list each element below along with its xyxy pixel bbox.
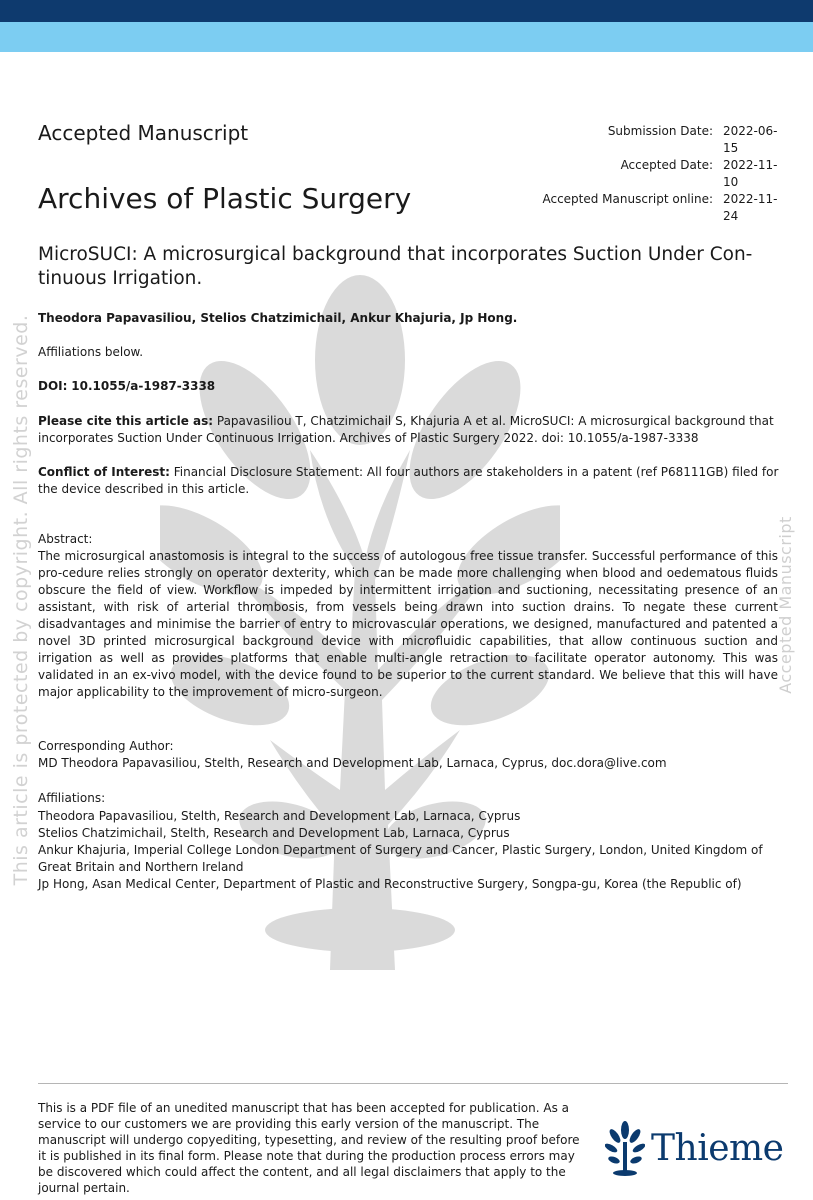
citation-label: Please cite this article as:	[38, 414, 214, 428]
conflict-text: Financial Disclosure Statement: All four authors are stakeholders in a patent (ref P68111GB) filed for the device described in this article.	[38, 465, 779, 496]
affiliations-heading: Affiliations:	[38, 791, 106, 805]
date-value: 2022-11-10	[723, 158, 778, 189]
doi-label: DOI:	[38, 379, 68, 393]
abstract-heading: Abstract:	[38, 532, 93, 546]
corresponding-text: MD Theodora Papavasiliou, Stelth, Research and Development Lab, Larnaca, Cyprus, doc.dora@live.com	[38, 756, 667, 770]
footer-note: This is a PDF file of an unedited manuscript that has been accepted for publication. As a service to our customers we are providing this early version of the manuscript. The manuscript will undergo copyediting, typesetting, and review of the resulting proof before it is published in its final form. Please note that during the production process errors may be discovered which could affect the content, and all legal disclaimers that apply to the journal pertain.	[38, 1101, 580, 1195]
side-accepted-text: Accepted Manuscript	[776, 516, 795, 694]
date-label: Accepted Manuscript online:	[542, 192, 713, 206]
affiliation-item: Jp Hong, Asan Medical Center, Department of Plastic and Reconstructive Surgery, Songpa-gu, Korea (the Republic of)	[38, 877, 742, 891]
article-title: MicroSUCI: A microsurgical background that incorporates Suction Under Con-tinuous Irrigation.	[38, 244, 753, 289]
corresponding-heading: Corresponding Author:	[38, 739, 174, 753]
side-copyright-text: This article is protected by copyright. All rights reserved.	[10, 314, 32, 886]
dates-block	[520, 123, 790, 225]
doi	[38, 379, 215, 393]
affiliation-item: Theodora Papavasiliou, Stelth, Research and Development Lab, Larnaca, Cyprus	[38, 809, 521, 823]
thieme-tree-icon	[605, 1120, 645, 1176]
conflict-of-interest	[38, 464, 783, 498]
affiliations-list	[38, 808, 788, 893]
abstract-text: The microsurgical anastomosis is integral to the success of autologous free tissue transfer. Successful performance of this pro-cedure relies strongly on operator dexterity, which can be made more challenging when blood and oedematous fluids obscure the field of view. Workflow is impeded by intermittent irrigation and suctioning, necessitating presence of an assistant, with risk of arterial thrombosis, from vessels being drawn into suction drains. To negate these current disadvantages and minimise the barrier of entry to microvascular operations, we designed, manufactured and patented a novel 3D printed microsurgical background device with microfluidic capabilities, that allow continuous suction and irrigation as well as provides platforms that enable multi-angle retraction to facilitate operator autonomy. This was validated in an ex-vivo model, with the device found to be superior to the current standard. We believe that this will have major applicability to the improvement of micro-surgeon.	[38, 549, 778, 699]
accepted-manuscript-label: Accepted Manuscript	[38, 121, 249, 145]
citation-text: Papavasiliou T, Chatzimichail S, Khajuria A et al. MicroSUCI: A microsurgical background that incorporates Suction Under Continuous Irrigation. Archives of Plastic Surgery 2022. doi: 10.1055/a-1987-3338	[38, 414, 774, 445]
date-label: Submission Date:	[607, 124, 713, 138]
header-band-light	[0, 22, 813, 52]
thieme-logo-text: Thieme	[651, 1127, 784, 1169]
thieme-logo	[605, 1120, 783, 1176]
affiliations-note: Affiliations below.	[38, 345, 144, 359]
header-band-navy	[0, 0, 813, 22]
affiliation-item: Stelios Chatzimichail, Stelth, Research and Development Lab, Larnaca, Cyprus	[38, 826, 510, 840]
date-row-submission	[520, 123, 790, 157]
affiliation-item: Ankur Khajuria, Imperial College London Department of Surgery and Cancer, Plastic Surgery, London, United Kingdom of Great Britain and Northern Ireland	[38, 843, 763, 874]
date-value: 2022-11-24	[723, 192, 778, 223]
journal-title: Archives of Plastic Surgery	[38, 182, 412, 215]
footer-divider	[38, 1083, 788, 1084]
citation	[38, 413, 783, 447]
doi-value[interactable]: 10.1055/a-1987-3338	[71, 379, 216, 393]
date-row-accepted	[520, 157, 790, 191]
date-row-online	[520, 191, 790, 225]
conflict-label: Conflict of Interest:	[38, 465, 170, 479]
date-label: Accepted Date:	[620, 158, 713, 172]
authors: Theodora Papavasiliou, Stelios Chatzimichail, Ankur Khajuria, Jp Hong.	[38, 311, 518, 325]
date-value: 2022-06-15	[723, 124, 778, 155]
